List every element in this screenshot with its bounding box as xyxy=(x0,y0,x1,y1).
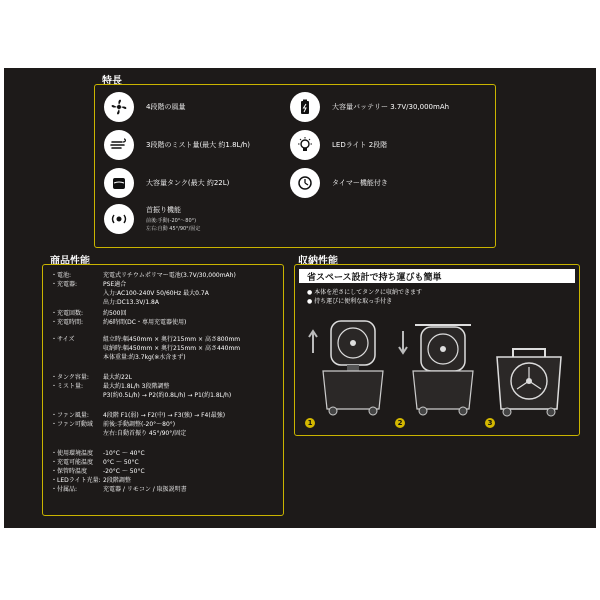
spec-row: ・充電器: PSE適合 xyxy=(51,281,127,288)
feature-sub: 前後:手動(-20°〜80°) xyxy=(146,218,197,224)
oscillation-icon xyxy=(104,204,134,234)
spec-row: ・充電可能温度 0°C 〜 50°C xyxy=(51,459,139,466)
specs-box xyxy=(42,264,284,516)
spec-row: 出力:DC13.3V/1.8A xyxy=(103,299,159,306)
specs-title: 商品性能 xyxy=(50,256,90,267)
spec-row: ・付属品: 充電器 / リモコン / 取扱説明書 xyxy=(51,486,187,493)
spec-row: ・ミスト量: 最大約1.8L/h 3段階調整 xyxy=(51,383,170,390)
storage-headline: 省スペース設計で持ち運びも簡単 xyxy=(299,269,575,283)
spec-row: ・使用環境温度 -10°C 〜 40°C xyxy=(51,450,145,457)
storage-title: 収納性能 xyxy=(298,256,338,267)
spec-row: ・充電時間: 約6時間(DC・専用充電器使用) xyxy=(51,319,187,326)
spec-row: ・ファン可動域 前後:手動調整(-20°〜80°) xyxy=(51,421,176,428)
timer-icon xyxy=(290,168,320,198)
feature-sub: 左右:自動 45°/90°/固定 xyxy=(146,226,201,232)
storage-step-1-illustration xyxy=(303,313,393,425)
feature-label: タイマー機能付き xyxy=(332,179,388,187)
step-number: 3 xyxy=(485,418,495,428)
feature-item xyxy=(104,130,250,160)
spec-row: ・ファン風量: 4段階 F1(弱) → F2(中) → F3(強) → F4(最強) xyxy=(51,412,226,419)
feature-item xyxy=(290,130,387,160)
feature-item xyxy=(104,204,200,234)
feature-label: 首振り機能 xyxy=(146,206,181,214)
mist-icon xyxy=(104,130,134,160)
spec-row: ・充電回数: 約500回 xyxy=(51,310,127,317)
feature-label: 大容量バッテリー 3.7V/30,000mAh xyxy=(332,103,450,111)
storage-step-3-illustration xyxy=(483,313,575,425)
light-bulb-icon xyxy=(290,130,320,160)
spec-row: 入力:AC100-240V 50/60Hz 最大0.7A xyxy=(103,290,209,297)
storage-bullet: ● 本体を逆さにしてタンクに収納できます xyxy=(307,289,423,296)
feature-item xyxy=(290,168,388,198)
feature-label: 3段階のミスト量(最大 約1.8L/h) xyxy=(146,141,250,149)
fan-icon xyxy=(104,92,134,122)
spec-row: 収納時:幅450mm × 奥行215mm × 高さ440mm xyxy=(103,345,241,352)
spec-row: 左右:自動首振り 45°/90°/固定 xyxy=(103,430,187,437)
spec-row: P3(約0.5L/h) → P2(約0.8L/h) → P1(約1.8L/h) xyxy=(103,392,232,399)
feature-item xyxy=(104,168,229,198)
spec-row: ・電池: 充電式リチウムポリマー電池(3.7V/30,000mAh) xyxy=(51,272,236,279)
storage-bullet: ● 持ち運びに便利な取っ手付き xyxy=(307,298,393,305)
step-number: 1 xyxy=(305,418,315,428)
spec-row: ・保管時温度 -20°C 〜 50°C xyxy=(51,468,145,475)
features-title: 特長 xyxy=(102,76,122,87)
spec-row: ・タンク容量: 最大約22L xyxy=(51,374,132,381)
spec-row: ・サイズ 組立時:幅450mm × 奥行215mm × 高さ800mm xyxy=(51,336,241,343)
step-number: 2 xyxy=(395,418,405,428)
feature-item xyxy=(290,92,449,122)
feature-label: 大容量タンク(最大 約22L) xyxy=(146,179,230,187)
storage-step-2-illustration xyxy=(393,313,483,425)
spec-row: ・LEDライト光量: 2段階調整 xyxy=(51,477,131,484)
feature-label: 4段階の風量 xyxy=(146,103,186,111)
spec-row: 本体重量:約3.7kg(※水含まず) xyxy=(103,354,186,361)
battery-icon xyxy=(290,92,320,122)
storage-box xyxy=(294,264,580,436)
tank-icon xyxy=(104,168,134,198)
feature-label: LEDライト 2段階 xyxy=(332,141,388,149)
feature-item xyxy=(104,92,185,122)
